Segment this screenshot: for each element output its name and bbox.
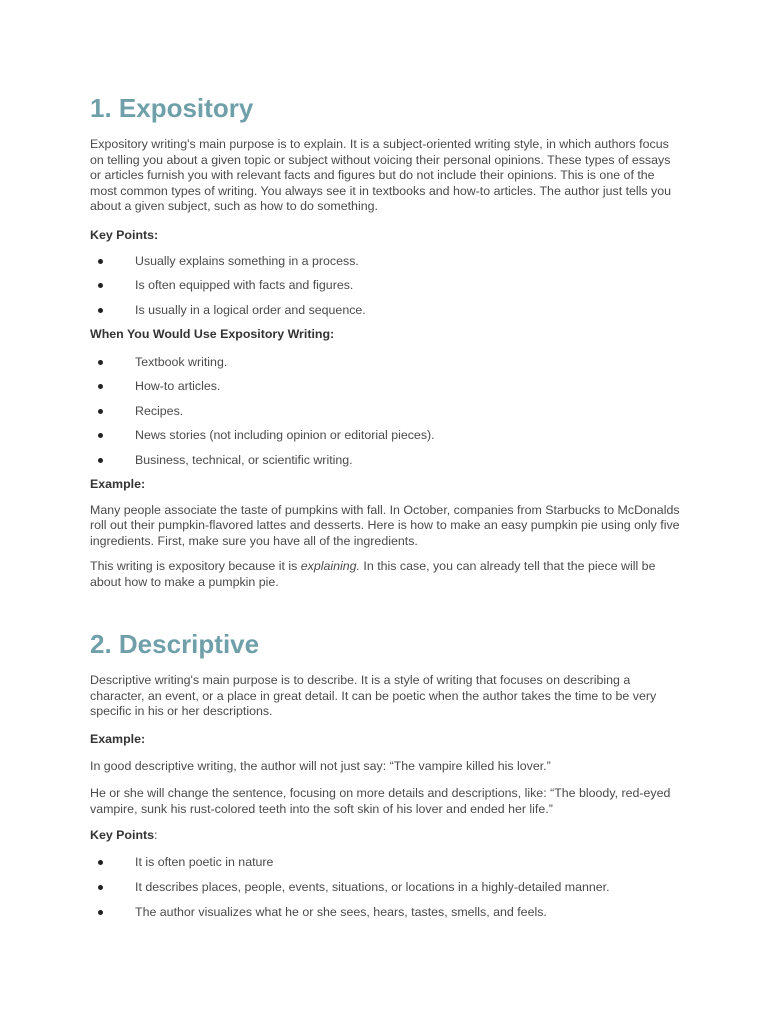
descriptive-example-line-2: He or she will change the sentence, focusing on more details and descriptions, like: “The bloody, red-eyed vampire, sunk his rust-colored teeth into the soft skin of his lover and ended her life.” <box>90 786 671 816</box>
bullet-icon <box>98 308 103 313</box>
bullet-icon <box>98 860 103 865</box>
bullet-icon <box>98 283 103 288</box>
list-item: Business, technical, or scientific writing. <box>90 453 680 468</box>
expository-use-label: When You Would Use Expository Writing: <box>90 326 335 341</box>
bullet-icon <box>98 458 103 463</box>
expository-intro: Expository writing's main purpose is to explain. It is a subject-oriented writing style, in which authors focus on telling you about a given topic or subject without voicing their personal opinions. These types of essays or articles furnish you with relevant facts and figures but do not include their opinions. This is one of the most common types of writing. You always see it in textbooks and how-to articles. The author just tells you about a given subject, such as how to do something. <box>90 137 672 213</box>
expository-note: This writing is expository because it is explaining. In this case, you can already tell that the piece will be about how to make a pumpkin pie. <box>90 559 656 589</box>
bullet-icon <box>98 885 103 890</box>
list-item: Is usually in a logical order and sequence. <box>90 303 680 318</box>
descriptive-key-points-label: Key Points: <box>90 828 158 842</box>
list-item: It describes places, people, events, situations, or locations in a highly-detailed manner. <box>90 880 680 895</box>
list-item: Recipes. <box>90 404 680 419</box>
expository-key-points-list <box>90 254 680 318</box>
list-item: Usually explains something in a process. <box>90 254 680 269</box>
descriptive-key-points-list <box>90 855 680 920</box>
section-heading-expository: 1. Expository <box>90 93 254 123</box>
expository-example-label: Example: <box>90 476 146 491</box>
bullet-icon <box>98 433 103 438</box>
bullet-icon <box>98 384 103 389</box>
list-item: How-to articles. <box>90 379 680 394</box>
expository-uses-list <box>90 355 680 468</box>
list-item: Is often equipped with facts and figures. <box>90 278 680 293</box>
expository-example-text: Many people associate the taste of pumpkins with fall. In October, companies from Starbucks to McDonalds roll out their pumpkin-flavored lattes and desserts. Here is how to make an easy pumpkin pie using only five ingredients. First, make sure you have all of the ingredients. <box>90 502 680 548</box>
bullet-icon <box>98 259 103 264</box>
bullet-icon <box>98 910 103 915</box>
descriptive-intro: Descriptive writing's main purpose is to describe. It is a style of writing that focuses on describing a character, an event, or a place in great detail. It can be poetic when the author takes the time to be very specific in his or her descriptions. <box>90 673 657 718</box>
list-item: The author visualizes what he or she sees, hears, tastes, smells, and feels. <box>90 905 680 920</box>
list-item: News stories (not including opinion or editorial pieces). <box>90 428 680 443</box>
descriptive-example-line-1: In good descriptive writing, the author will not just say: “The vampire killed his lover.” <box>90 758 551 773</box>
descriptive-example-label: Example: <box>90 731 146 746</box>
list-item: It is often poetic in nature <box>90 855 680 870</box>
section-heading-descriptive: 2. Descriptive <box>90 629 260 659</box>
bullet-icon <box>98 409 103 414</box>
expository-key-points-label: Key Points: <box>90 227 159 242</box>
emphasis-explaining: explaining. <box>300 559 360 573</box>
document-content <box>90 92 680 920</box>
list-item: Textbook writing. <box>90 355 680 370</box>
bullet-icon <box>98 360 103 365</box>
